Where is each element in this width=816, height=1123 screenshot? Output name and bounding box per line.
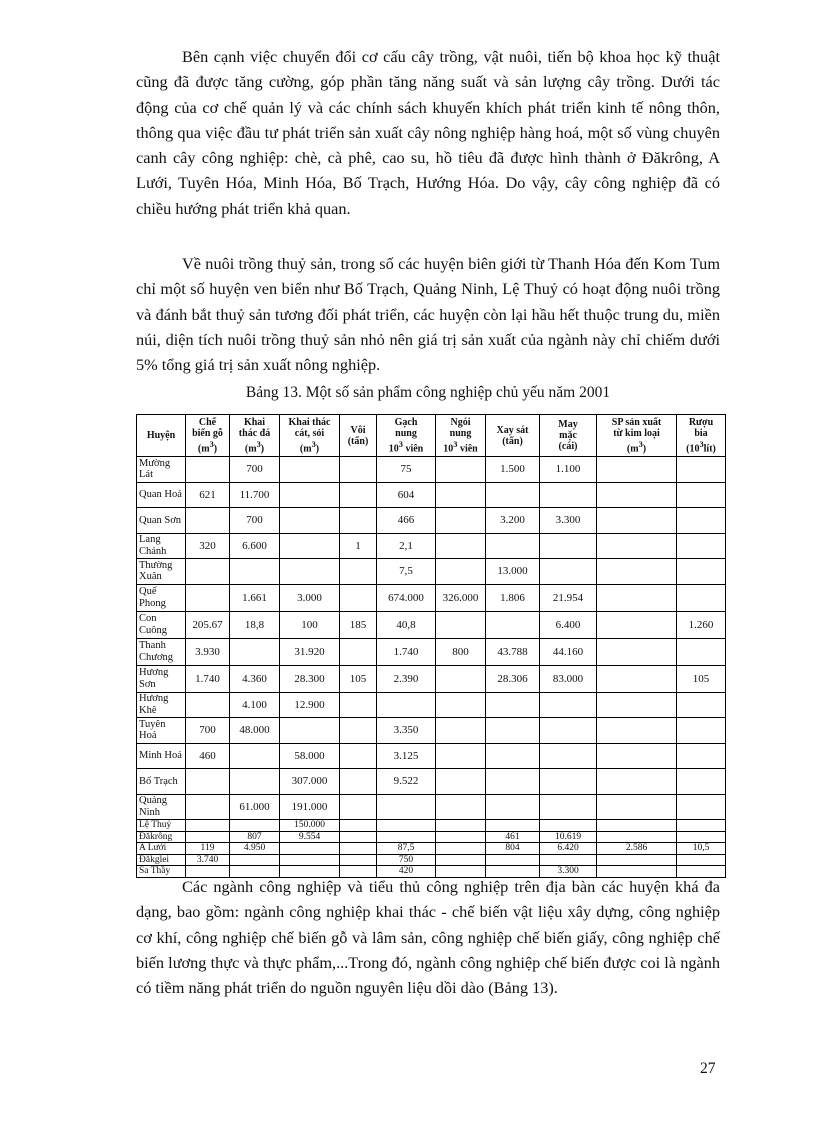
table-row [137,508,726,534]
value-cell [186,584,230,611]
value-cell [436,508,486,534]
district-name-cell: Thanh Chương [137,638,186,665]
paragraph-aquaculture: Về nuôi trồng thuỷ sản, trong số các huyện biên giới từ Thanh Hóa đến Kom Tum chỉ một số huyện ven biển như Bố Trạch, Quảng Ninh, Lệ Thuỷ có hoạt động nuôi trồng và đánh bắt thuỷ sản tương đối phát triển, các huyện còn lại hầu hết thuộc trung du, miền núi, diện tích nuôi trồng thuỷ sản nhỏ nên giá trị sản xuất của ngành này chỉ chiếm dưới 5% tổng giá trị sản xuất nông nghiệp. [136,254,720,375]
value-cell [597,743,677,769]
value-cell [377,692,436,718]
value-cell [486,718,540,744]
value-cell [340,457,377,483]
value-cell [597,508,677,534]
value-cell: 807 [230,831,280,843]
value-cell: 185 [340,611,377,638]
header-stone-quarrying: Khai thác đá $(m^3)$ [230,415,280,457]
value-cell: 2.390 [377,665,436,692]
value-cell: 1 [340,533,377,559]
value-cell [597,665,677,692]
header-lime: Vôi (tấn) [340,415,377,457]
value-cell [340,718,377,744]
value-cell: 40,8 [377,611,436,638]
value-cell: 100 [280,611,340,638]
value-cell [486,533,540,559]
value-cell [230,559,280,585]
value-cell: 604 [377,482,436,508]
header-garment: May mặc (cái) [540,415,597,457]
header-tile: Ngói nung $10^3$ viên [436,415,486,457]
value-cell [677,743,726,769]
value-cell: 6.600 [230,533,280,559]
value-cell [597,559,677,585]
value-cell [436,843,486,855]
table-row [137,843,726,855]
value-cell [340,638,377,665]
value-cell: 28.306 [486,665,540,692]
value-cell [280,508,340,534]
value-cell: 2.586 [597,843,677,855]
value-cell [597,718,677,744]
value-cell: 61.000 [230,794,280,820]
value-cell [186,692,230,718]
value-cell: 2,1 [377,533,436,559]
value-cell [540,692,597,718]
district-name-cell: Quảng Ninh [137,794,186,820]
value-cell [436,665,486,692]
value-cell [377,820,436,832]
value-cell: 460 [186,743,230,769]
value-cell: 9.522 [377,769,436,795]
value-cell [677,692,726,718]
value-cell [540,794,597,820]
value-cell [377,794,436,820]
value-cell [597,831,677,843]
value-cell: 44.160 [540,638,597,665]
value-cell: 461 [486,831,540,843]
value-cell: 13.000 [486,559,540,585]
value-cell: 11.700 [230,482,280,508]
district-name-cell: Quan Sơn [137,508,186,534]
header-sand-gravel: Khai thác cát, sỏi $(m^3)$ [280,415,340,457]
district-name-cell: Mường Lát [137,457,186,483]
value-cell [280,718,340,744]
table-caption: Bảng 13. Một số sản phẩm công nghiệp chủ yếu năm 2001 [245,384,611,401]
value-cell [486,794,540,820]
value-cell [597,611,677,638]
value-cell [677,533,726,559]
value-cell [597,584,677,611]
value-cell: 4.360 [230,665,280,692]
value-cell: 1.260 [677,611,726,638]
value-cell: 1.740 [186,665,230,692]
table-row [137,559,726,585]
value-cell [186,820,230,832]
value-cell [597,794,677,820]
value-cell: 18,8 [230,611,280,638]
value-cell: 3.930 [186,638,230,665]
value-cell [436,692,486,718]
district-name-cell: A Lưới [137,843,186,855]
value-cell [597,854,677,866]
paragraph-industry: Các ngành công nghiệp và tiểu thủ công nghiệp trên địa bàn các huyện khá đa dạng, bao gồm: ngành công nghiệp khai thác - chế biến vật liệu xây dựng, công nghiệp cơ khí, công nghiệp chế biến gỗ và lâm sản, công nghiệp chế biến giấy, công nghiệp chế biến lương thực và thực phẩm,...Trong đó, ngành công nghiệp chế biến được coi là ngành có tiềm năng phát triển do nguồn nguyên liệu dồi dào (Bảng 13). [136,877,720,998]
value-cell: 58.000 [280,743,340,769]
value-cell: 3.740 [186,854,230,866]
value-cell [280,854,340,866]
table-row [137,820,726,832]
table-row [137,692,726,718]
district-name-cell: Tuyên Hoá [137,718,186,744]
value-cell: 3.300 [540,866,597,878]
value-cell: 3.125 [377,743,436,769]
value-cell: 700 [230,508,280,534]
table-row [137,769,726,795]
value-cell [340,743,377,769]
value-cell [540,718,597,744]
value-cell: 1.100 [540,457,597,483]
value-cell: 150.000 [280,820,340,832]
value-cell [340,559,377,585]
value-cell [677,718,726,744]
district-name-cell: Hương Khê [137,692,186,718]
value-cell [436,743,486,769]
value-cell: 320 [186,533,230,559]
district-name-cell: Lang Chánh [137,533,186,559]
value-cell [340,831,377,843]
value-cell [540,482,597,508]
value-cell: 75 [377,457,436,483]
value-cell [677,482,726,508]
value-cell [280,559,340,585]
value-cell: 4.100 [230,692,280,718]
value-cell [677,831,726,843]
header-district: Huyện [137,415,186,457]
district-name-cell: Đăkrông [137,831,186,843]
value-cell [677,854,726,866]
value-cell: 307.000 [280,769,340,795]
value-cell: 3.200 [486,508,540,534]
table-row [137,854,726,866]
value-cell [677,508,726,534]
header-wood-processing: Chế biến gỗ $(m^3)$ [186,415,230,457]
value-cell: 800 [436,638,486,665]
value-cell [436,533,486,559]
value-cell: 1.661 [230,584,280,611]
value-cell [340,692,377,718]
value-cell [280,843,340,855]
header-milling: Xay sát (tấn) [486,415,540,457]
value-cell: 87,5 [377,843,436,855]
page-number: 27 [700,1060,716,1077]
table-row [137,831,726,843]
value-cell [340,584,377,611]
value-cell: 3.000 [280,584,340,611]
value-cell: 3.300 [540,508,597,534]
value-cell: 119 [186,843,230,855]
header-alcohol-beer: Rượu bia $(10^3lít)$ [677,415,726,457]
value-cell: 420 [377,866,436,878]
value-cell [230,854,280,866]
value-cell [436,831,486,843]
value-cell: 21.954 [540,584,597,611]
value-cell: 7,5 [377,559,436,585]
district-name-cell: Lệ Thuỷ [137,820,186,832]
value-cell [677,820,726,832]
value-cell [597,638,677,665]
value-cell [677,559,726,585]
table-header-row [137,415,726,457]
table-row [137,638,726,665]
value-cell: 1.740 [377,638,436,665]
value-cell: 12.900 [280,692,340,718]
table-row [137,611,726,638]
value-cell [230,769,280,795]
value-cell [486,611,540,638]
value-cell: 10,5 [677,843,726,855]
value-cell: 1.500 [486,457,540,483]
district-name-cell: Thường Xuân [137,559,186,585]
paragraph-crop-structure: Bên cạnh việc chuyển đổi cơ cấu cây trồng, vật nuôi, tiến bộ khoa học kỹ thuật cũng đã được tăng cường, góp phần tăng năng suất và sản lượng cây trồng. Dưới tác động của cơ chế quản lý và các chính sách khuyến khích phát triển kinh tế nông thôn, thông qua việc đầu tư phát triển sản xuất cây nông nghiệp hàng hoá, một số vùng chuyên canh cây công nghiệp: chè, cà phê, cao su, hồ tiêu đã được hình thành ở Đăkrông, A Lưới, Tuyên Hóa, Minh Hóa, Bố Trạch, Hướng Hóa. Do vậy, cây công nghiệp đã có chiều hướng phát triển khả quan. [136,47,720,218]
value-cell [186,769,230,795]
value-cell [540,743,597,769]
value-cell [230,638,280,665]
district-name-cell: Đăkglei [137,854,186,866]
value-cell [486,820,540,832]
value-cell [540,854,597,866]
value-cell: 6.400 [540,611,597,638]
value-cell: 191.000 [280,794,340,820]
value-cell [597,692,677,718]
table-row [137,665,726,692]
value-cell [597,457,677,483]
value-cell [436,820,486,832]
value-cell [597,820,677,832]
value-cell [186,831,230,843]
value-cell [540,533,597,559]
value-cell: 326.000 [436,584,486,611]
value-cell: 9.554 [280,831,340,843]
value-cell: 621 [186,482,230,508]
value-cell [436,457,486,483]
value-cell: 105 [340,665,377,692]
table-row [137,718,726,744]
value-cell: 105 [677,665,726,692]
value-cell: 3.350 [377,718,436,744]
value-cell [186,508,230,534]
district-name-cell: Hương Sơn [137,665,186,692]
value-cell [280,533,340,559]
value-cell [340,820,377,832]
value-cell [486,769,540,795]
value-cell [436,854,486,866]
value-cell [186,794,230,820]
table-row [137,794,726,820]
value-cell: 205.67 [186,611,230,638]
value-cell: 466 [377,508,436,534]
value-cell: 750 [377,854,436,866]
value-cell [677,794,726,820]
value-cell [486,743,540,769]
value-cell [597,769,677,795]
value-cell [340,769,377,795]
value-cell [186,559,230,585]
value-cell [340,843,377,855]
value-cell: 1.806 [486,584,540,611]
value-cell: 28.300 [280,665,340,692]
table-row [137,584,726,611]
table-row [137,533,726,559]
district-name-cell: Minh Hoá [137,743,186,769]
district-name-cell: Sa Thầy [137,866,186,878]
value-cell: 43.788 [486,638,540,665]
value-cell: 804 [486,843,540,855]
value-cell: 700 [230,457,280,483]
district-name-cell: Bố Trạch [137,769,186,795]
value-cell: 31.920 [280,638,340,665]
value-cell: 83.000 [540,665,597,692]
value-cell [486,482,540,508]
value-cell [340,508,377,534]
value-cell [377,831,436,843]
value-cell: 700 [186,718,230,744]
value-cell [230,820,280,832]
value-cell [436,611,486,638]
value-cell [597,533,677,559]
value-cell [436,718,486,744]
value-cell [677,769,726,795]
value-cell [340,794,377,820]
value-cell [597,482,677,508]
value-cell: 10.619 [540,831,597,843]
value-cell [677,457,726,483]
header-brick: Gạch nung $10^3$ viên [377,415,436,457]
value-cell [186,457,230,483]
value-cell [486,854,540,866]
table-row [137,743,726,769]
value-cell: 4.950 [230,843,280,855]
value-cell [677,638,726,665]
district-name-cell: Quan Hoá [137,482,186,508]
value-cell [677,584,726,611]
value-cell [540,820,597,832]
value-cell: 48.000 [230,718,280,744]
value-cell [436,482,486,508]
district-name-cell: Con Cuông [137,611,186,638]
value-cell [280,457,340,483]
value-cell [436,559,486,585]
table-row [137,457,726,483]
value-cell [340,482,377,508]
value-cell [540,769,597,795]
header-metal-products: SP sản xuất từ kim loại $(m^3)$ [597,415,677,457]
value-cell: 674.000 [377,584,436,611]
value-cell [486,692,540,718]
value-cell [280,482,340,508]
value-cell: 6.420 [540,843,597,855]
value-cell [540,559,597,585]
industrial-products-table [136,414,726,878]
value-cell [230,743,280,769]
district-name-cell: Quế Phong [137,584,186,611]
table-row [137,482,726,508]
value-cell [436,794,486,820]
value-cell [340,854,377,866]
value-cell [436,769,486,795]
